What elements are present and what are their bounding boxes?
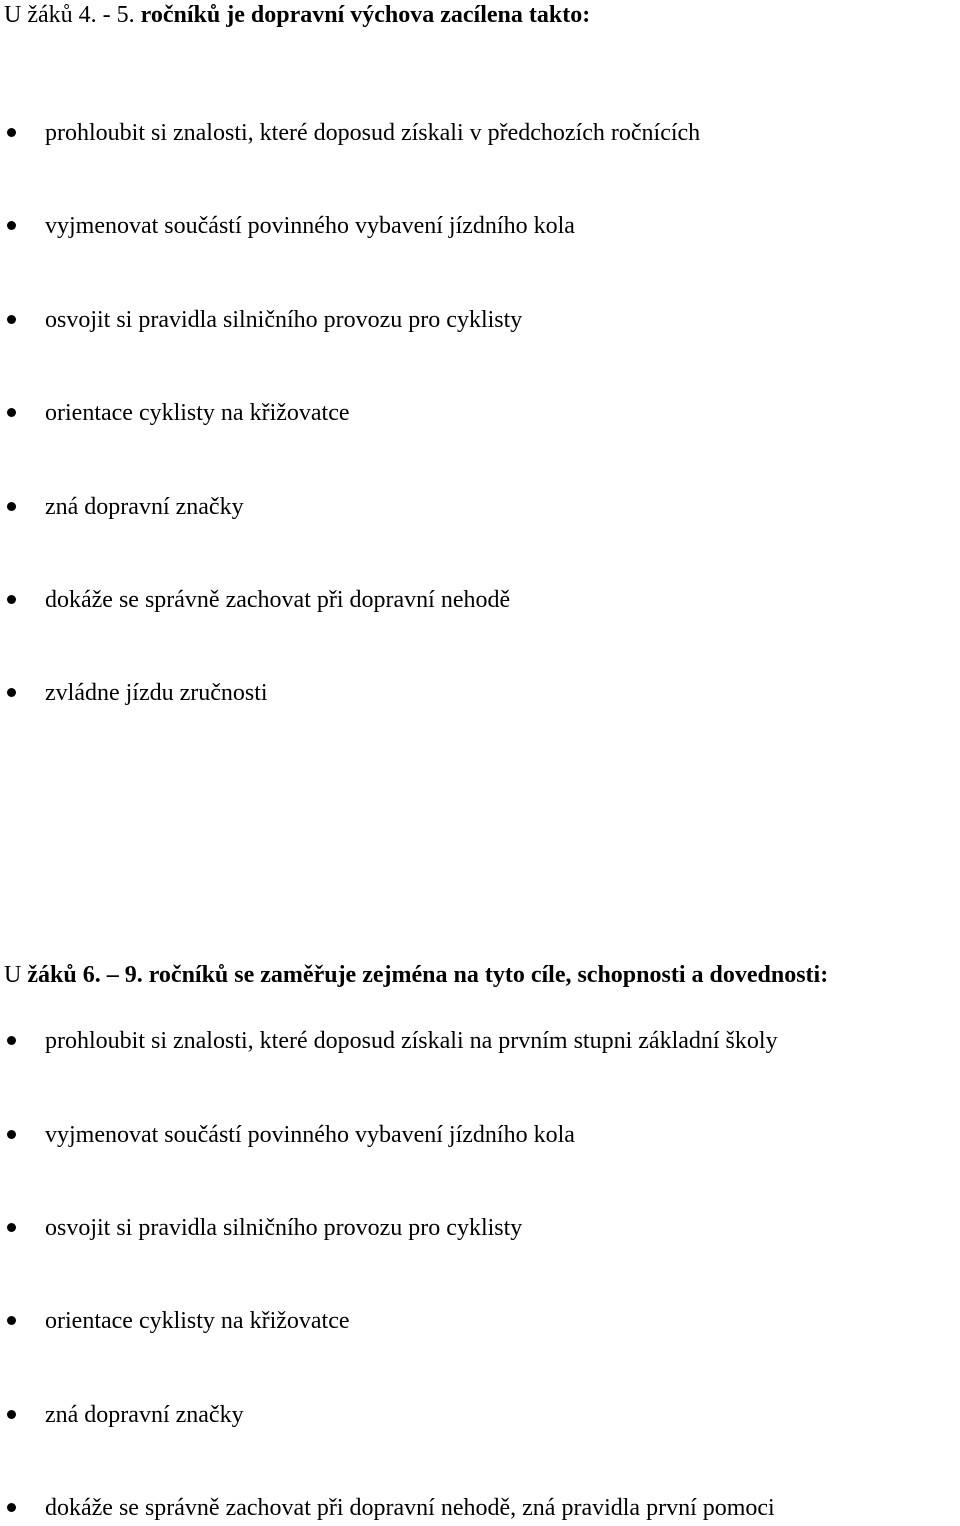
list-item-text: vyjmenovat součástí povinného vybavení jízdního kola xyxy=(45,1122,575,1148)
bullet-icon xyxy=(7,1130,16,1139)
list-item-text: zná dopravní značky xyxy=(45,1402,244,1428)
bullet-icon xyxy=(7,688,16,697)
bullet-icon xyxy=(7,128,16,137)
section1-heading xyxy=(4,0,590,30)
section1-heading-text: ročníků je dopravní výchova zacílena takto: xyxy=(140,2,591,28)
bullet-icon xyxy=(7,1410,16,1419)
list-item-text: orientace cyklisty na křižovatce xyxy=(45,400,350,426)
bullet-icon xyxy=(7,408,16,417)
list-item-text: dokáže se správně zachovat při dopravní nehodě xyxy=(45,587,511,613)
list-item-text: prohloubit si znalosti, které doposud získali v předchozích ročnících xyxy=(45,120,701,146)
bullet-icon xyxy=(7,502,16,511)
bullet-icon xyxy=(7,1036,16,1045)
list-item-text: prohloubit si znalosti, které doposud získali na prvním stupni základní školy xyxy=(45,1028,778,1054)
bullet-icon xyxy=(7,1503,16,1512)
list-item-text: orientace cyklisty na křižovatce xyxy=(45,1308,350,1334)
section2-heading-text: žáků 6. – 9. ročníků se zaměřuje zejména na tyto cíle, schopnosti a dovednosti: xyxy=(27,962,829,988)
list-item-text: osvojit si pravidla silničního provozu pro cyklisty xyxy=(45,1215,523,1241)
section1-heading-prefix: U žáků 4. - 5. xyxy=(4,2,141,28)
list-item-text: vyjmenovat součástí povinného vybavení jízdního kola xyxy=(45,213,575,239)
list-item-text: zná dopravní značky xyxy=(45,494,244,520)
section2-heading-prefix: U xyxy=(4,962,28,988)
list-item-text: osvojit si pravidla silničního provozu pro cyklisty xyxy=(45,307,523,333)
bullet-icon xyxy=(7,221,16,230)
list-item-text: zvládne jízdu zručnosti xyxy=(45,680,268,706)
bullet-icon xyxy=(7,315,16,324)
list-item-text: dokáže se správně zachovat při dopravní nehodě, zná pravidla první pomoci xyxy=(45,1495,775,1521)
bullet-icon xyxy=(7,595,16,604)
section2-heading xyxy=(4,960,828,990)
bullet-icon xyxy=(7,1223,16,1232)
bullet-icon xyxy=(7,1316,16,1325)
